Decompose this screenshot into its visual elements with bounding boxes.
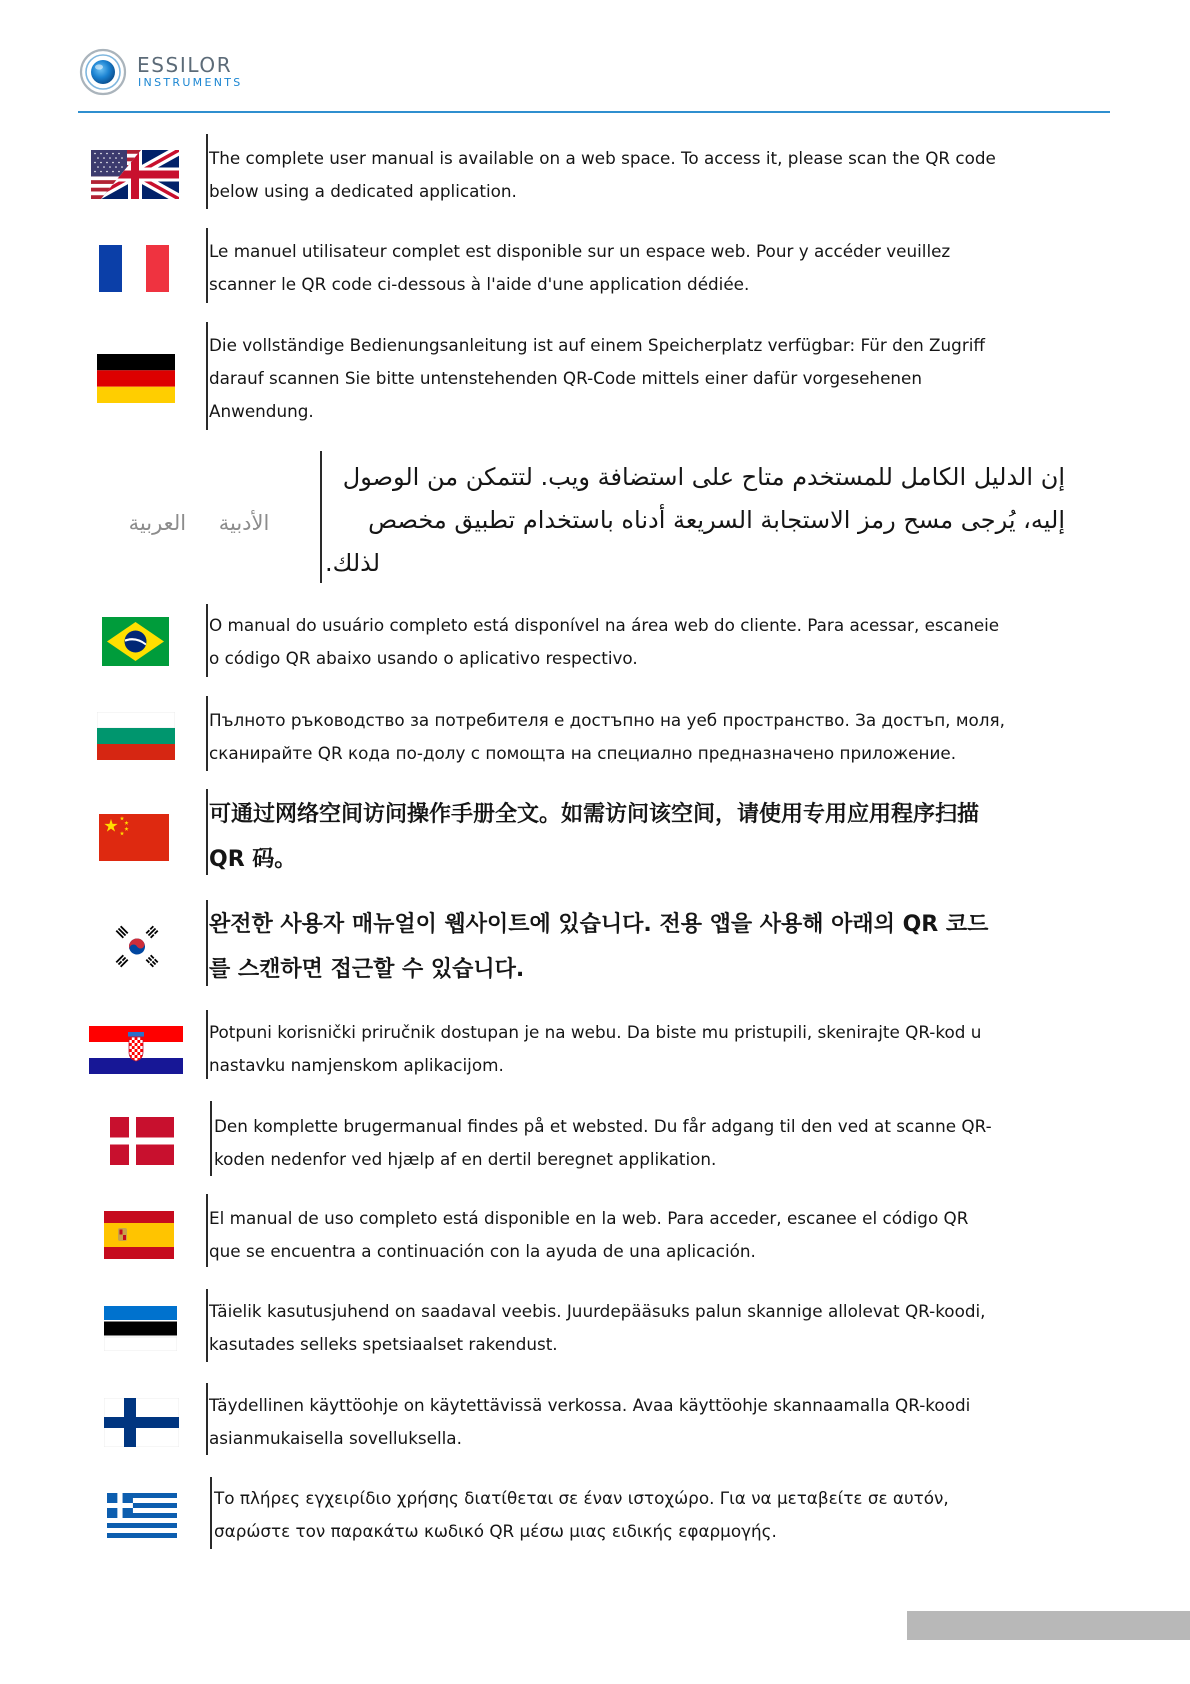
instruction-line: kasutades selleks spetsiaalset rakendust. [209,1334,558,1354]
instruction-line: Пълното ръководство за потребителя е достъпно на уеб пространство. За достъп, моля, [209,710,1005,730]
instruction-line: Le manuel utilisateur complet est disponible sur un espace web. Pour y accéder veuillez [209,241,951,261]
instruction-line: сканирайте QR кода по-долу с помощта на специално предназначено приложение. [209,743,957,763]
denmark-flag-icon [110,1117,174,1165]
instruction-line: Anwendung. [209,401,314,421]
instruction-text [209,609,999,675]
divider [206,322,208,430]
divider [210,1101,212,1176]
instruction-line: Το πλήρες εγχειρίδιο χρήσης διατίθεται σε έναν ιστοχώρο. Για να μεταβείτε σε αυτόν, [214,1488,949,1508]
instruction-text [209,1389,970,1455]
divider [206,900,208,986]
uk-us-flag-icon [91,150,179,199]
instruction-text [214,1482,949,1548]
instruction-text [209,142,996,208]
header-divider [78,111,1110,113]
instruction-text [325,456,1065,585]
instruction-line: 를 스캔하면 접근할 수 있습니다. [209,957,525,982]
estonia-flag-icon [104,1306,177,1351]
brand-subtitle: INSTRUMENTS [138,76,243,89]
finland-flag-icon [104,1398,179,1447]
instruction-line: لذلك. [325,549,381,577]
instruction-line: 완전한 사용자 매뉴얼이 웹사이트에 있습니다. 전용 앱을 사용해 아래의 QR 코드 [209,912,989,937]
germany-flag-icon [97,354,175,403]
instruction-line: asianmukaisella sovelluksella. [209,1428,462,1448]
instruction-line: koden nedenfor ved hjælp af en dertil beregnet applikation. [214,1149,717,1169]
instruction-line: Potpuni korisnički priručnik dostupan je na webu. Da biste mu pristupili, skenirajte QR-kod u [209,1022,982,1042]
divider [206,1194,208,1267]
instruction-text [214,1110,992,1176]
divider [320,451,322,583]
instruction-line: Die vollständige Bedienungsanleitung ist auf einem Speicherplatz verfügbar: Für den Zugriff [209,335,985,355]
divider [210,1477,212,1549]
instruction-line: The complete user manual is available on a web space. To access it, please scan the QR code [209,148,996,168]
divider [206,604,208,677]
instruction-line: إن الدليل الكامل للمستخدم متاح على استضافة ويب. لتتمكن من الوصول [342,463,1065,491]
brazil-flag-icon [102,617,169,666]
divider [206,1383,208,1455]
essilor-lens-logo-icon [78,47,128,97]
divider [206,696,208,771]
instruction-line: O manual do usuário completo está disponível na área web do cliente. Para acessar, escaneie [209,615,1000,635]
instruction-text [209,1016,981,1082]
spain-flag-icon [104,1211,174,1259]
divider [206,1289,208,1362]
greece-flag-icon [107,1493,177,1538]
croatia-flag-icon [89,1026,183,1074]
divider [206,228,208,303]
instruction-text [209,329,985,428]
instruction-line: 可通过网络空间访问操作手册全文。如需访问该空间，请使用专用应用程序扫描 [209,802,980,827]
instruction-line: Den komplette brugermanual findes på et websted. Du får adgang til den ved at scanne QR- [214,1116,992,1136]
instruction-line: o código QR abaixo usando o aplicativo respectivo. [209,648,638,668]
instruction-text [209,792,979,882]
divider [206,134,208,209]
instruction-line: Täielik kasutusjuhend on saadaval veebis. Juurdepääsuks palun skannige allolevat QR-koodi, [209,1301,986,1321]
instruction-text [209,235,950,301]
instruction-line: below using a dedicated application. [209,181,517,201]
instruction-line: nastavku namjenskom aplikacijom. [209,1055,504,1075]
instruction-line: El manual de uso completo está disponible en la web. Para acceder, escanee el código QR [209,1208,969,1228]
brand-name: ESSILOR [137,53,233,77]
divider [206,789,208,875]
instruction-line: σαρώστε τον παρακάτω κωδικό QR μέσω μιας ειδικής εφαρμογής. [214,1521,777,1541]
footer-bar [907,1611,1190,1640]
language-label-arabic: الأدبية العربية [128,511,270,535]
bulgaria-flag-icon [97,712,175,760]
instruction-text [209,1295,986,1361]
instruction-line: QR 码。 [209,847,297,872]
instruction-line: إليه، يُرجى مسح رمز الاستجابة السريعة أدناه باستخدام تطبيق مخصص [368,506,1065,534]
instruction-line: scanner le QR code ci-dessous à l'aide d'une application dédiée. [209,274,750,294]
instruction-line: darauf scannen Sie bitte untenstehenden QR-Code mittels einer dafür vorgesehenen [209,368,922,388]
instruction-line: que se encuentra a continuación con la ayuda de una aplicación. [209,1241,756,1261]
korea-taegeuk-icon [113,924,161,969]
france-flag-icon [99,245,169,292]
instruction-text [209,704,1005,770]
instruction-text [209,1202,968,1268]
instruction-text [209,902,988,992]
instruction-line: Täydellinen käyttöohje on käytettävissä verkossa. Avaa käyttöohje skannaamalla QR-koodi [209,1395,971,1415]
china-flag-icon [99,814,169,861]
divider [206,1010,208,1079]
